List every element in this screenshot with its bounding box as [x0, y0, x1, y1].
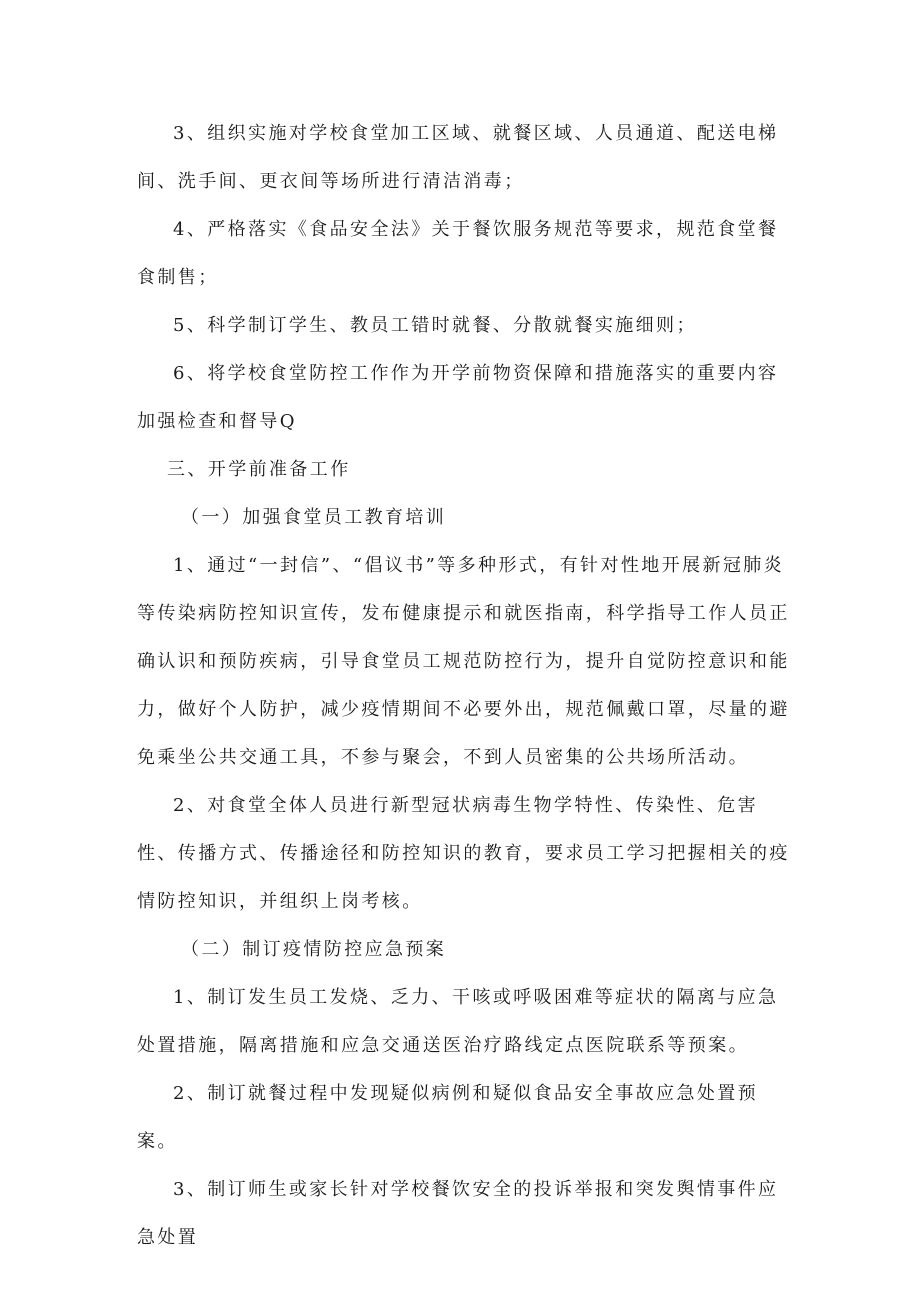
paragraph-training-item-2: 2、对食堂全体人员进行新型冠状病毒生物学特性、传染性、危害性、传播方式、传播途径和防控知识的教育，要求员工学习把握相关的疫情防控知识，并组织上岗考核。 [137, 795, 790, 912]
subsection-heading-emergency-plan: （二）制订疫情防控应急预案 [181, 939, 447, 960]
section-heading-preparation: 三、开学前准备工作 [167, 459, 351, 480]
paragraph-training-item-1: 1、通过“一封信”、“倡议书”等多种形式，有针对性地开展新冠肺炎等传染病防控知识宣传，发布健康提示和就医指南，科学指导工作人员正确认识和预防疾病，引导食堂员工规范防控行为，提升自觉防控意识和能力，做好个人防护，减少疫情期间不必要外出，规范佩戴口罩，尽量的避免乘坐公共交通工具，不参与聚会，不到人员密集的公共场所活动。 [137, 555, 790, 768]
subsection-heading-staff-training: （一）加强食堂员工教育培训 [181, 507, 447, 528]
paragraph-item-3-disinfection: 3、组织实施对学校食堂加工区域、就餐区域、人员通道、配送电梯间、洗手间、更衣间等场所进行清洁消毒； [137, 123, 779, 192]
paragraph-plan-item-1: 1、制订发生员工发烧、乏力、干咳或呼吸困难等症状的隔离与应急处置措施，隔离措施和应急交通送医治疗路线定点医院联系等预案。 [137, 987, 779, 1056]
paragraph-plan-item-2: 2、制订就餐过程中发现疑似病例和疑似食品安全事故应急处置预案。 [137, 1083, 759, 1152]
paragraph-item-5-staggered-dining: 5、科学制订学生、教员工错时就餐、分散就餐实施细则； [173, 315, 697, 336]
document-page [137, 110, 797, 1262]
paragraph-item-4-food-safety-law: 4、严格落实《食品安全法》关于餐饮服务规范等要求，规范食堂餐食制售； [137, 219, 779, 288]
paragraph-plan-item-3: 3、制订师生或家长针对学校餐饮安全的投诉举报和突发舆情事件应急处置 [137, 1179, 779, 1248]
paragraph-item-6-inspection: 6、将学校食堂防控工作作为开学前物资保障和措施落实的重要内容加强检查和督导Q [137, 363, 779, 432]
